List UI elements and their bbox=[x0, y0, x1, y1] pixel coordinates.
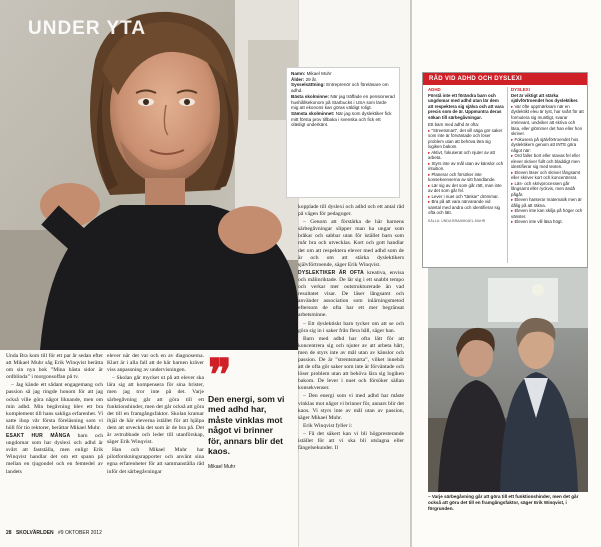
fact-age-label: Ålder: bbox=[291, 76, 305, 82]
tips-adhd-column bbox=[428, 87, 504, 224]
tips-dyslexi-intro: Det är viktigt att stärka självförtroendet hos dyslektiker. bbox=[511, 92, 579, 103]
fact-box bbox=[286, 67, 400, 198]
list-item: ▸ Fokusera på självförtroendet hos dyslektikern genom att INTE göra något när: bbox=[511, 136, 579, 153]
list-item: ▸ Lever i nuet och ”tänkar” drömmar. bbox=[428, 193, 499, 199]
fact-worst-label: Sämsta skolminnet: bbox=[291, 110, 335, 116]
quote-mark-icon: ❞ bbox=[208, 351, 232, 400]
tips-box bbox=[422, 72, 588, 268]
tips-adhd-lead: Ett barn med adhd är ofta: bbox=[428, 122, 480, 127]
list-item: ▸ Eleven inte vill läsa högt. bbox=[511, 219, 563, 224]
list-item: ▸ Lär sig av det som går rätt, man inte av det som går fel. bbox=[428, 182, 502, 193]
fact-name-value: Mikael Muhr bbox=[306, 71, 332, 76]
quote-text: Den energi, som vi med adhd har, måste vinklas mot något vi brinner för, annars blir det kaos. bbox=[208, 394, 285, 457]
list-item: ▸ Aktivt, fokuserat och njuter av att arbeta. bbox=[428, 149, 495, 160]
list-item: ▸ Styrs inte av mål utan av känslor och intuition. bbox=[428, 160, 504, 171]
article-column-1 bbox=[6, 353, 103, 525]
tips-dyslexi-column bbox=[511, 87, 585, 225]
col3-paragraph-3: kreativa, envisa och målinriktade. De lär sig i ett snabbt tempo och verkar mer outstrukturerade än vad resultatet visar. De läser långsamt och använder association som inlärningsmetod eftersom de ofta har ett mer begränsat arbetsminne. bbox=[298, 269, 404, 319]
tips-title: RÅD VID ADHD OCH DYSLEXI bbox=[423, 73, 587, 85]
tips-adhd-intro: Förstå inte ett förändra barn och ungdomar med adhd utan lär dem att respektera sig själva och att vara precis som de är. Uppmuntra deras sökan till särbegåvningar. bbox=[428, 92, 504, 120]
list-item: ▸ Eleven hanterar matematik men är dålig på att räkna. bbox=[511, 197, 582, 208]
article-column-2 bbox=[107, 353, 204, 525]
magazine-name: SKOLVÄRLDEN bbox=[15, 530, 54, 536]
col3-paragraph-2: – Genom att förstärka de här barnens särbegåvningar slipper man ha ungar som bråkar och sabbar utan för istället barn som mår bra och utvecklas. Kort och gott handlar det om att respektera elever med adhd som de är och om att stärka dyslektikers självförtroende, säger Erik Winqvist. bbox=[298, 219, 404, 268]
tips-adhd-heading: ADHD bbox=[428, 87, 441, 92]
fact-best-label: Bästa skolminne: bbox=[291, 93, 330, 99]
page-footer bbox=[6, 530, 102, 536]
col3-paragraph-6: – Den energi som vi med adhd har måste vinklas mot något vi brinner för, annars blir det kaos. Vi styrs inte av mål utan av passion, säger Mikael Muhr. bbox=[298, 393, 404, 421]
intro-paragraph-3: barn och ungdomar som har dyslexi och adhd är svårt att fastställa, men enligt Erik Winqvist handlar det om ett spann på mellan en tjugondel och en femtedel av landets bbox=[6, 433, 103, 475]
col3-paragraph-7: Erik Winqvist fyller i: bbox=[303, 422, 353, 429]
section-header: UNDER YTA bbox=[28, 18, 147, 39]
portrait-photo bbox=[0, 0, 298, 350]
fact-job-value: Entreprenör och föreläsare om adhd. bbox=[291, 82, 389, 94]
list-item: ▸ Läs- och skrivprocessen går långsamt eller ryckvis, men ändå pågår. bbox=[511, 180, 575, 197]
quote-attribution: Mikael Muhr bbox=[208, 464, 236, 471]
fact-best-value: När jag träffade en pensionerad hushållsekonom på Starbucks i USA som lärde mig att ekonomi kan göras väldigt roligt. bbox=[291, 93, 395, 111]
col3-paragraph-4: – Ett dyslektiskt barn tycker om att se och göra sig in i saker från flera håll, säger han. bbox=[298, 320, 404, 334]
pull-quote bbox=[208, 351, 286, 471]
list-item: ▸ Var öfte uppmärksam när en dyslektikt eleu är tyst, har svårt för att formulera sig muntligt, svarar irrelevant, undviker att skriva och läsa, eller glömmer det han eller hon skriver. bbox=[511, 103, 584, 136]
subheading-2: DYSLEKTIKER ÄR OFTA bbox=[298, 269, 364, 276]
list-item: ▸ Eleven inte kan skilja på höger och vänster. bbox=[511, 208, 583, 219]
page-number: 28 bbox=[6, 530, 12, 536]
subheading-1: ESAKT HUR MÅNGA bbox=[6, 433, 71, 440]
tips-divider bbox=[507, 87, 508, 263]
duo-photo bbox=[428, 268, 588, 492]
intro-paragraph-1: Unda Bra kom till för ett par år sedan efter att Mikael Muhr såg Erik Winqvist berätta om sin nya bok ”Mina bästa sidor är ordblinda” i morgonsoffan på tv. bbox=[6, 353, 103, 381]
tips-source: KÄLLA: UNDA BRA/MIKAEL MUHR bbox=[428, 218, 486, 223]
list-item: ▸ "Streetsmart", det vill säga gör saker som inte är förväntade och löser problem utan att behöva lära sig logiken bakom. bbox=[428, 127, 503, 149]
fact-age-value: 29 år. bbox=[305, 76, 318, 82]
intro-paragraph-2: – Jag kände ett sådant engagemang och passion så jag ringde honom för att jag också ville göra något liknande, men om min adhd. Min begåvning blev ett bra komplement till hans sakliga erfarenhet. Vi satte ihop vår första föreläsning som vi höll för tio rektorer, berättar Mikael Muhr. bbox=[6, 382, 103, 431]
list-item: ▸ Ord faller bort eller stavas fel eller elever skriver fullt och bladdigt men identifierar sig med texten. bbox=[511, 153, 581, 169]
col3-paragraph-8: – Få det säkert kan vi bli högpresterande istället för att vi ska bli utslagna eller fängelsekunder. Il bbox=[298, 430, 404, 452]
col2-paragraph-3: Han och Mikael Muhr har pilotforskningsrapporter och använt sina egna erfarenheter för att sammanställa råd inför det särbegåvningar bbox=[107, 447, 204, 475]
fact-worst-value: När jag som dyslektiker fick mitt första prov tillbaka i svenska och fick ett oläsligt underkänt. bbox=[291, 110, 392, 128]
col2-paragraph-1: elever när det var och en av diagnoserna. Klart är i alla fall att de här barnen kräver viss anpassning av undervisningen. bbox=[107, 353, 204, 374]
photo-caption: – Varje särbegåvning går att göra till ett funktionshinder, men det går också att göra det till en framgångsfaktor, säger Erik Winqvist, i förgrunden. bbox=[428, 494, 579, 511]
tips-dyslexi-heading: DYSLEXI bbox=[511, 87, 530, 92]
list-item: ▸ Planerar och försöker inte konsekvenserna av sitt handlande. bbox=[428, 171, 496, 182]
col3-paragraph-1: kopplade till dyslexi och adhd och ett antal råd på vägen för pedagoger. bbox=[298, 204, 404, 218]
col3-paragraph-5: Barn med adhd har ofta lätt för att koncentrera sig och njuter av att arbeta hårt, men de styrs inte av mål utan av känslor och passion. De är ”strentsmarta”, vilket innebär att de ofta gör saker som inte är förväntade och löser problem utan att behöva lära sig logiken bakom. De lever i nuet och försöker sällan konsekvenser. bbox=[298, 335, 404, 392]
fact-job-label: Sysselsättning: bbox=[291, 82, 325, 88]
list-item: ▸ Bra på att vara närvarande vid samtal med andra och identifierar sig ofta och lätt. bbox=[428, 199, 500, 215]
list-item: ▸ Eleven läser och skriver långsamt eller skriver kort och koncentrerat. bbox=[511, 169, 581, 180]
fact-name-label: Namn: bbox=[291, 71, 306, 76]
tips-dyslexi-list bbox=[511, 104, 585, 225]
tips-adhd-list bbox=[428, 128, 504, 216]
article-column-3 bbox=[298, 204, 404, 524]
col2-paragraph-2: – Skolan går mycket ut på att elever ska lära sig att kompensera för sina brister, men jag tror inte på det. Varje särbegåvning går att göra till ett funktionshinder, men det går också att göra det till en framgångsfaktor. Skolan kramar ihjäl de här eleverna istället för att hjälpa dem att utveckla det som är de bra på. Det är avtrubbade och leder till utanförskap, säger Erik Winqvist. bbox=[107, 375, 204, 446]
issue-label: #9 OKTOBER 2012 bbox=[58, 530, 102, 536]
